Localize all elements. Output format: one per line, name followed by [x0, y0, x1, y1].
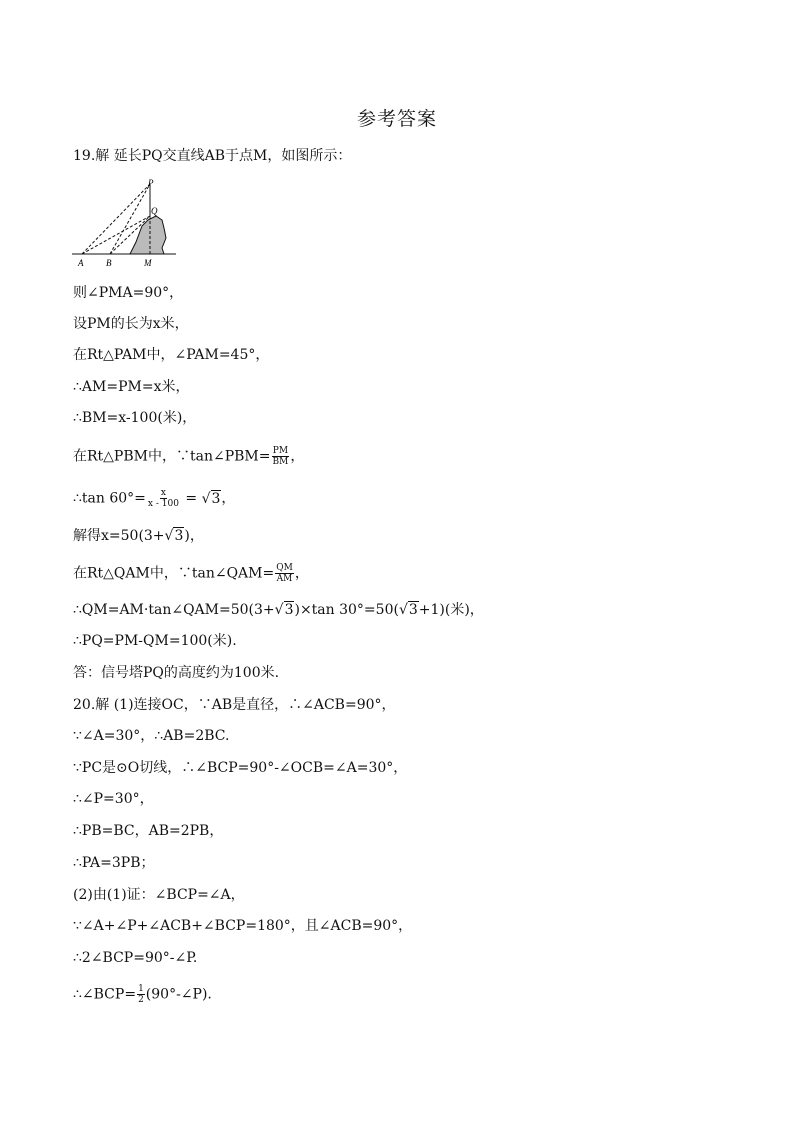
step-rt-pam: 在Rt△PAM中，∠PAM=45°，: [73, 347, 270, 363]
sqrt-symbol: √3: [398, 602, 418, 618]
step-tangent: ∵PC是⊙O切线，∴∠BCP=90°-∠OCB=∠A=30°，: [73, 760, 408, 776]
step-rt-pbm: 在Rt△PBM中，∵tan∠PBM= $\frac{PM}{BM}$ ，: [73, 446, 305, 467]
step-angle-sum: ∵∠A+∠P+∠ACB+∠BCP=180°，且∠ACB=90°，: [73, 918, 413, 934]
step-pq: ∴PQ=PM-QM=100(米).: [73, 633, 237, 649]
solution-20-intro: 20.解 (1)连接OC，∵AB是直径，∴∠ACB=90°，: [73, 697, 396, 713]
label-b: B: [106, 258, 112, 268]
step-tan60: ∴tan 60°= $\frac{x}{x - 100}$ = √3，: [73, 488, 236, 509]
step-angle-a: ∵∠A=30°，∴AB=2BC.: [73, 728, 230, 744]
step-2bcp: ∴2∠BCP=90°-∠P.: [73, 950, 198, 966]
fraction-x: $\frac{x}{x - 100}$: [147, 488, 179, 509]
fraction-qm-am: $\frac{QM}{AM}$: [276, 563, 293, 584]
step-let-pm: 设PM的长为x米，: [73, 316, 189, 332]
step-qm: ∴QM=AM·tan∠QAM=50(3+√3)×tan 30°=50(√3+1)(米)，: [73, 602, 484, 618]
sqrt-symbol: √3: [164, 528, 184, 544]
label-q: Q: [151, 206, 158, 216]
step-angle-p: ∴∠P=30°，: [73, 791, 154, 807]
step-solve-x: 解得x=50(3+√3)，: [73, 528, 204, 544]
sqrt-symbol: √3: [201, 490, 221, 507]
step-pb-bc: ∴PB=BC，AB=2PB，: [73, 823, 224, 839]
step-pa-3pb: ∴PA=3PB；: [73, 855, 155, 871]
step-bm: ∴BM=x-100(米)，: [73, 410, 197, 426]
sqrt-symbol: √3: [274, 602, 294, 618]
page-title: 参考答案: [356, 108, 437, 130]
label-m: M: [144, 258, 152, 268]
hill-shape: [130, 216, 166, 254]
label-p: P: [148, 178, 154, 188]
geometry-figure: [70, 176, 180, 272]
fraction-half: $\frac{1}{2}$: [138, 984, 144, 1005]
step-am-pm: ∴AM=PM=x米，: [73, 379, 190, 395]
solution-19-intro: 19.解 延长PQ交直线AB于点M，如图所示：: [73, 148, 352, 164]
fraction-pm-bm: $\frac{PM}{BM}$: [272, 446, 289, 467]
step-part2: (2)由(1)证：∠BCP=∠A，: [73, 887, 245, 903]
answer-19: 答：信号塔PQ的高度约为100米.: [73, 665, 280, 681]
step-rt-qam: 在Rt△QAM中，∵tan∠QAM= $\frac{QM}{AM}$ ，: [73, 563, 309, 584]
step-final: ∴∠BCP= $\frac{1}{2}$ (90°-∠P).: [73, 984, 212, 1005]
step-angle-pma: 则∠PMA=90°，: [73, 285, 184, 301]
label-a: A: [78, 258, 84, 268]
